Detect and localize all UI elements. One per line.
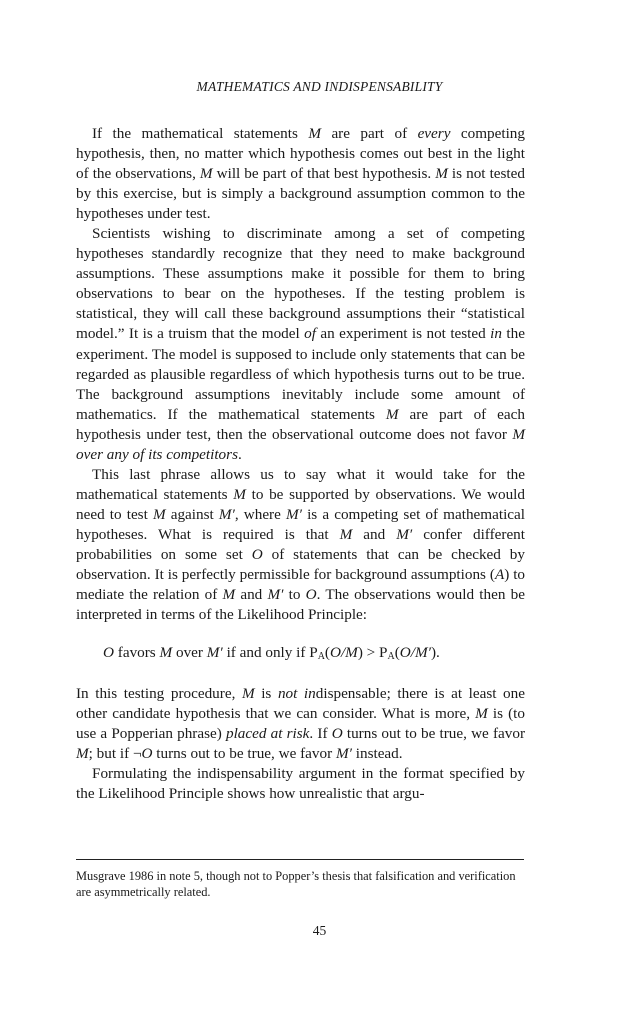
likelihood-principle-formula: O favors M over M′ if and only if $P_A(O/M) > P_A(O/M')$.	[103, 644, 440, 663]
footnote: Musgrave 1986 in note 5, though not to Popper’s thesis that falsification and verification are asymmetrically related.	[76, 869, 516, 899]
paragraph-5: Formulating the indispensability argument in the format specified by the Likelihood Principle shows how unrealistic that argu-	[76, 765, 525, 803]
paragraph-3: This last phrase allows us to say what it would take for the mathematical statements M to be supported by observations. We would need to test M against M′, where M′ is a competing set of mathematical hypotheses. What is required is that M and M′ confer different probabilities on some set O of statements that can be checked by observation. It is perfectly permissible for background assumptions (A) to mediate the relation of M and M′ to O. The observations would then be interpreted in terms of the Likelihood Principle:	[76, 465, 526, 624]
page-number: 45	[312, 923, 327, 938]
paragraph-1: If the mathematical statements M are part of every competing hypothesis, then, no matter which hypothesis comes out best in the light of the observations, M will be part of that best hypothesis. M is not tested by this exercise, but is simply a background assumption common to the hypotheses under test.	[76, 125, 525, 223]
paragraph-2: Scientists wishing to discriminate among a set of competing hypotheses standardly recognize that they need to make background assumptions. These assumptions make it possible for them to bring observations to bear on the hypotheses. If the testing problem is statistical, they will call these background assumptions their “statistical model.” It is a truism that the model of an experiment is not tested in the experiment. The model is supposed to include only statements that can be regarded as plausible regardless of which hypothesis turns out to be true. The background assumptions inevitably include some amount of mathematics. If the mathematical statements M are part of each hypothesis under test, then the observational outcome does not favor M over any of its competitors.	[76, 225, 525, 463]
body-text	[76, 124, 525, 805]
footnote-divider	[76, 859, 524, 860]
paragraph-4: In this testing procedure, M is not indispensable; there is at least one other candidate hypothesis that we can consider. What is more, M is (to use a Popperian phrase) placed at risk. If O turns out to be true, we favor M; but if ¬O turns out to be true, we favor M′ instead.	[76, 685, 526, 763]
running-header: MATHEMATICS AND INDISPENSABILITY	[196, 79, 443, 94]
